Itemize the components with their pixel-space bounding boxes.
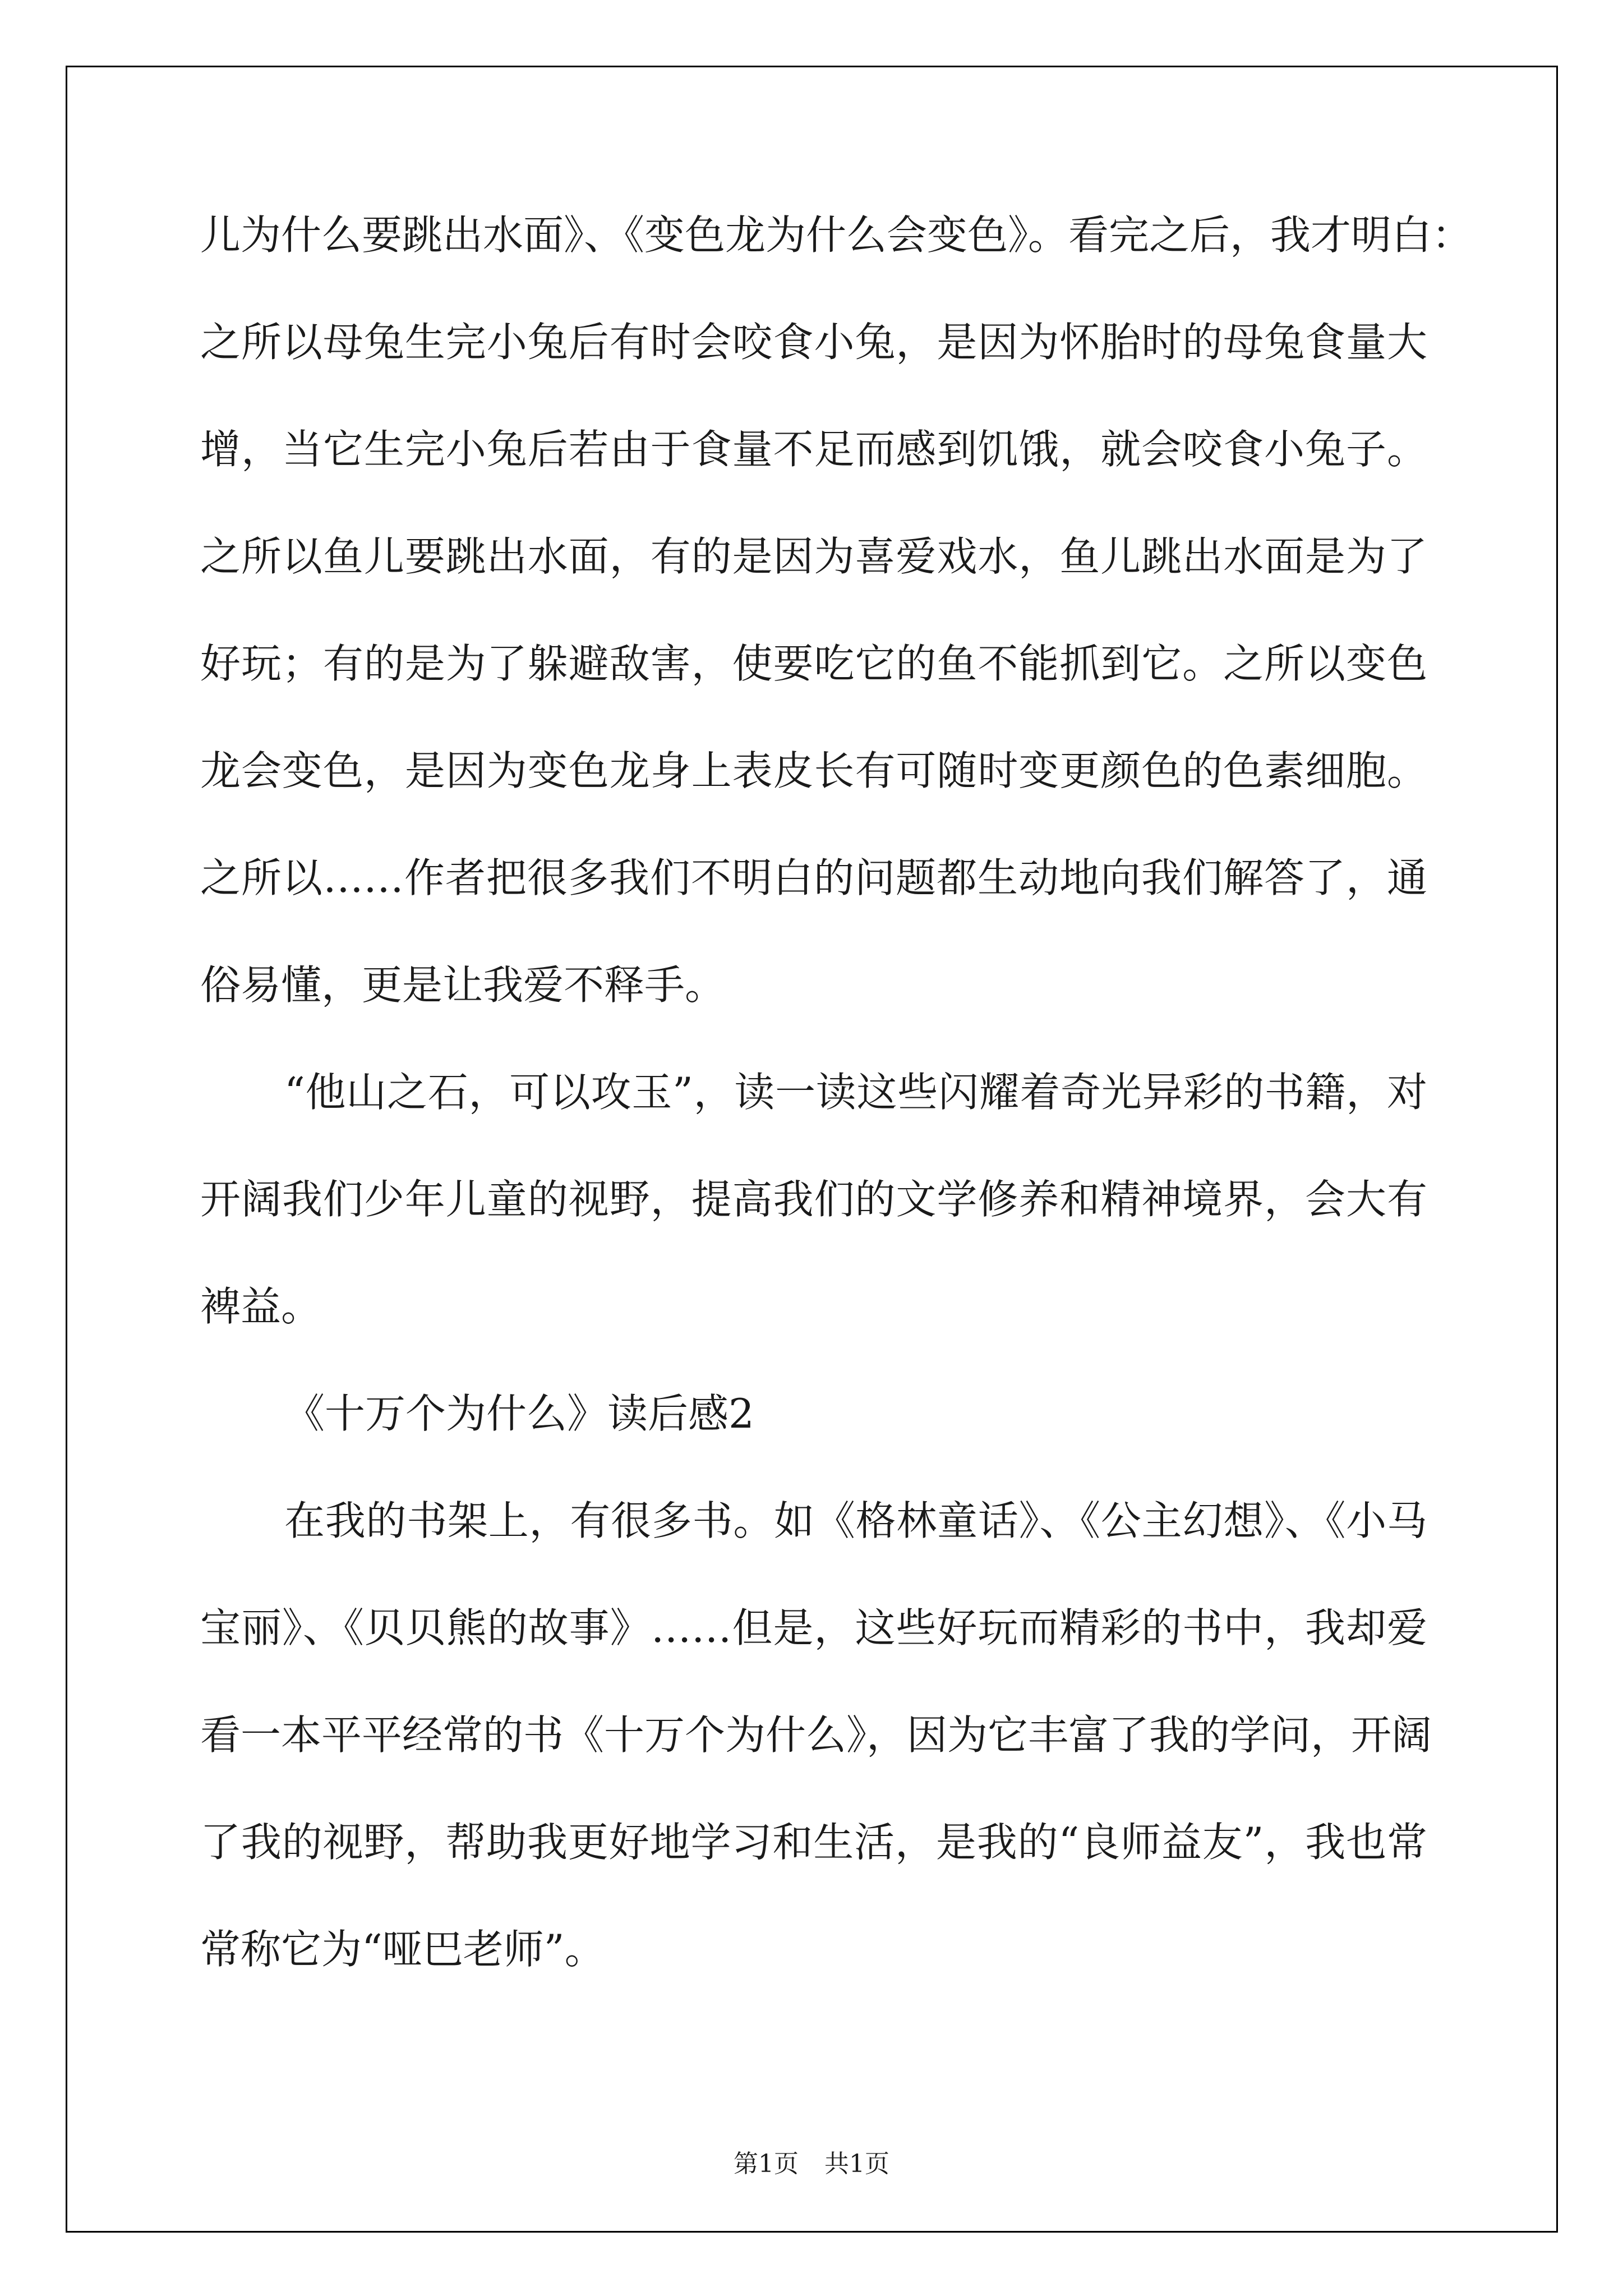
text-line: 看一本平平经常的书《十万个为什么》，因为它丰富了我的学问，开阔	[200, 1711, 1432, 1759]
section-heading: 《十万个为什么》读后感2	[284, 1390, 754, 1437]
document-body	[200, 199, 1473, 2020]
text-line: 之所以……作者把很多我们不明白的问题都生动地向我们解答了，通	[200, 854, 1427, 901]
page-number: 第1页	[734, 2150, 799, 2178]
text-line: 了我的视野，帮助我更好地学习和生活，是我的“良师益友”，我也常	[200, 1819, 1427, 1866]
text-line: 裨益。	[200, 1283, 322, 1330]
text-line: “他山之石，可以攻玉”，读一读这些闪耀着奇光异彩的书籍，对	[284, 1069, 1427, 1116]
text-line: 之所以母兔生完小兔后有时会咬食小兔，是因为怀胎时的母兔食量大	[200, 319, 1427, 366]
text-line: 好玩；有的是为了躲避敌害，使要吃它的鱼不能抓到它。之所以变色	[200, 640, 1427, 687]
text-line: 常称它为“哑巴老师”。	[200, 1926, 605, 1973]
page-footer	[0, 2147, 1623, 2181]
text-line: 之所以鱼儿要跳出水面，有的是因为喜爱戏水，鱼儿跳出水面是为了	[200, 533, 1427, 580]
text-line: 儿为什么要跳出水面》、《变色龙为什么会变色》。看完之后，我才明白：	[200, 211, 1473, 259]
text-line: 宝丽》、《贝贝熊的故事》……但是，这些好玩而精彩的书中，我却爱	[200, 1604, 1427, 1651]
text-line: 俗易懂，更是让我爱不释手。	[200, 961, 726, 1009]
text-line: 增，当它生完小兔后若由于食量不足而感到饥饿，就会咬食小兔子。	[200, 426, 1427, 473]
text-line: 在我的书架上，有很多书。如《格林童话》、《公主幻想》、《小马	[284, 1497, 1427, 1544]
text-line: 开阔我们少年儿童的视野，提高我们的文学修养和精神境界，会大有	[200, 1176, 1427, 1223]
text-line: 龙会变色，是因为变色龙身上表皮长有可随时变更颜色的色素细胞。	[200, 747, 1427, 794]
page-total: 共1页	[824, 2150, 889, 2178]
